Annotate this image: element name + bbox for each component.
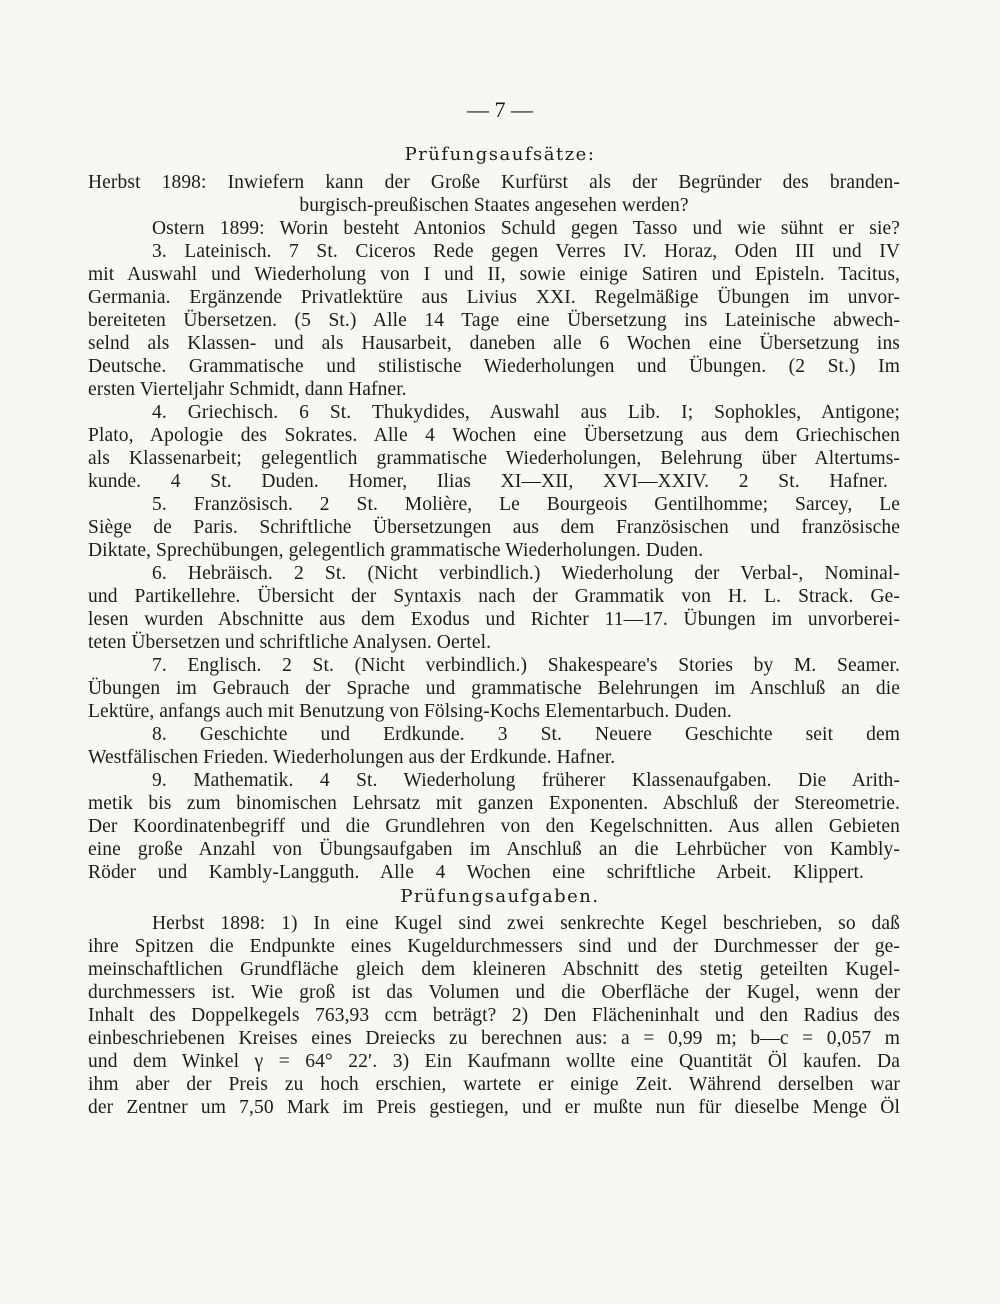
text-line: 5. Französisch. 2 St. Molière, Le Bourgeois Gentilhomme; Sarcey, Le: [152, 494, 900, 515]
text-line: Germania. Ergänzende Privatlektüre aus Livius XXI. Regelmäßige Übungen im unvor-: [88, 287, 900, 308]
text-line: Der Koordinatenbegriff und die Grundlehren von den Kegelschnitten. Aus allen Gebieten: [88, 816, 900, 837]
text-line: Plato, Apologie des Sokrates. Alle 4 Wochen eine Übersetzung aus dem Griechischen: [88, 425, 900, 446]
text-line: Herbst 1898: 1) In eine Kugel sind zwei senkrechte Kegel beschrieben, so daß: [152, 913, 900, 934]
text-line: kunde. 4 St. Duden. Homer, Ilias XI—XII, XVI—XXIV. 2 St. Hafner.: [88, 471, 888, 492]
text-line: Inhalt des Doppelkegels 763,93 ccm beträgt? 2) Den Flächeninhalt und den Radius des: [88, 1005, 900, 1026]
text-line: 8. Geschichte und Erdkunde. 3 St. Neuere Geschichte seit dem: [152, 724, 900, 745]
text-line: und Partikellehre. Übersicht der Syntaxis nach der Grammatik von H. L. Strack. Ge-: [88, 586, 900, 607]
text-line: Lektüre, anfangs auch mit Benutzung von Fölsing-Kochs Elementarbuch. Duden.: [88, 701, 732, 722]
text-line: teten Übersetzen und schriftliche Analysen. Oertel.: [88, 632, 492, 653]
text-line: meinschaftlichen Grundfläche gleich dem kleineren Abschnitt des stetig geteilten Kugel-: [88, 959, 900, 980]
text-line: 9. Mathematik. 4 St. Wiederholung früherer Klassenaufgaben. Die Arith-: [152, 770, 900, 791]
text-line: Röder und Kambly-Langguth. Alle 4 Wochen eine schriftliche Arbeit. Klippert.: [88, 862, 864, 883]
text-line: Herbst 1898: Inwiefern kann der Große Kurfürst als der Begründer des branden-: [88, 172, 900, 193]
text-line: Deutsche. Grammatische und stilistische Wiederholungen und Übungen. (2 St.) Im: [88, 356, 900, 377]
text-line: als Klassenarbeit; gelegentlich grammatische Wiederholungen, Belehrung über Altertums-: [88, 448, 900, 469]
text-line: Siège de Paris. Schriftliche Übersetzungen aus dem Französischen und französische: [88, 517, 900, 538]
text-line: ihm aber der Preis zu hoch erschien, wartete er einige Zeit. Während derselben war: [88, 1074, 900, 1095]
text-line: metik bis zum binomischen Lehrsatz mit ganzen Exponenten. Abschluß der Stereometrie.: [88, 793, 900, 814]
text-line: 4. Griechisch. 6 St. Thukydides, Auswahl aus Lib. I; Sophokles, Antigone;: [152, 402, 900, 423]
text-line: Übungen im Gebrauch der Sprache und grammatische Belehrungen im Anschluß an die: [88, 678, 900, 699]
text-line: eine große Anzahl von Übungsaufgaben im Anschluß an die Lehrbücher von Kambly-: [88, 839, 900, 860]
text-line: 6. Hebräisch. 2 St. (Nicht verbindlich.) Wiederholung der Verbal-, Nominal-: [152, 563, 900, 584]
heading-pruefungsaufsaetze: Prüfungsaufsätze:: [404, 144, 596, 165]
text-line: und dem Winkel γ = 64° 22′. 3) Ein Kaufmann wollte eine Quantität Öl kaufen. Da: [88, 1051, 900, 1072]
text-line: Westfälischen Frieden. Wiederholungen aus der Erdkunde. Hafner.: [88, 747, 616, 768]
text-line: 3. Lateinisch. 7 St. Ciceros Rede gegen Verres IV. Horaz, Oden III und IV: [152, 241, 900, 262]
text-line: ihre Spitzen die Endpunkte eines Kugeldurchmessers sind und der Durchmesser der ge-: [88, 936, 900, 957]
text-line: Ostern 1899: Worin besteht Antonios Schuld gegen Tasso und wie sühnt er sie?: [152, 218, 900, 239]
text-line: durchmessers ist. Wie groß ist das Volumen und die Oberfläche der Kugel, wenn der: [88, 982, 900, 1003]
text-line: Diktate, Sprechübungen, gelegentlich grammatische Wiederholungen. Duden.: [88, 540, 704, 561]
text-line: einbeschriebenen Kreises eines Dreiecks zu berechnen aus: a = 0,99 m; b—c = 0,057 m: [88, 1028, 900, 1049]
text-line: ersten Vierteljahr Schmidt, dann Hafner.: [88, 379, 407, 400]
text-line: bereiteten Übersetzen. (5 St.) Alle 14 Tage eine Übersetzung ins Lateinische abwech-: [88, 310, 900, 331]
text-line: lesen wurden Abschnitte aus dem Exodus und Richter 11—17. Übungen im unvorberei-: [88, 609, 900, 630]
heading-pruefungsaufgaben: Prüfungsaufgaben.: [400, 886, 600, 907]
text-line: mit Auswahl und Wiederholung von I und II, sowie einige Satiren und Episteln. Tacitus,: [88, 264, 900, 285]
text-line: 7. Englisch. 2 St. (Nicht verbindlich.) Shakespeare's Stories by M. Seamer.: [152, 655, 900, 676]
page-number: — 7 —: [467, 97, 533, 122]
text-line: burgisch-preußischen Staates angesehen werden?: [299, 195, 689, 216]
text-line: selnd als Klassen- und als Hausarbeit, daneben alle 6 Wochen eine Übersetzung ins: [88, 333, 900, 354]
text-line: der Zentner um 7,50 Mark im Preis gestiegen, und er mußte nun für dieselbe Menge Öl: [88, 1097, 900, 1118]
